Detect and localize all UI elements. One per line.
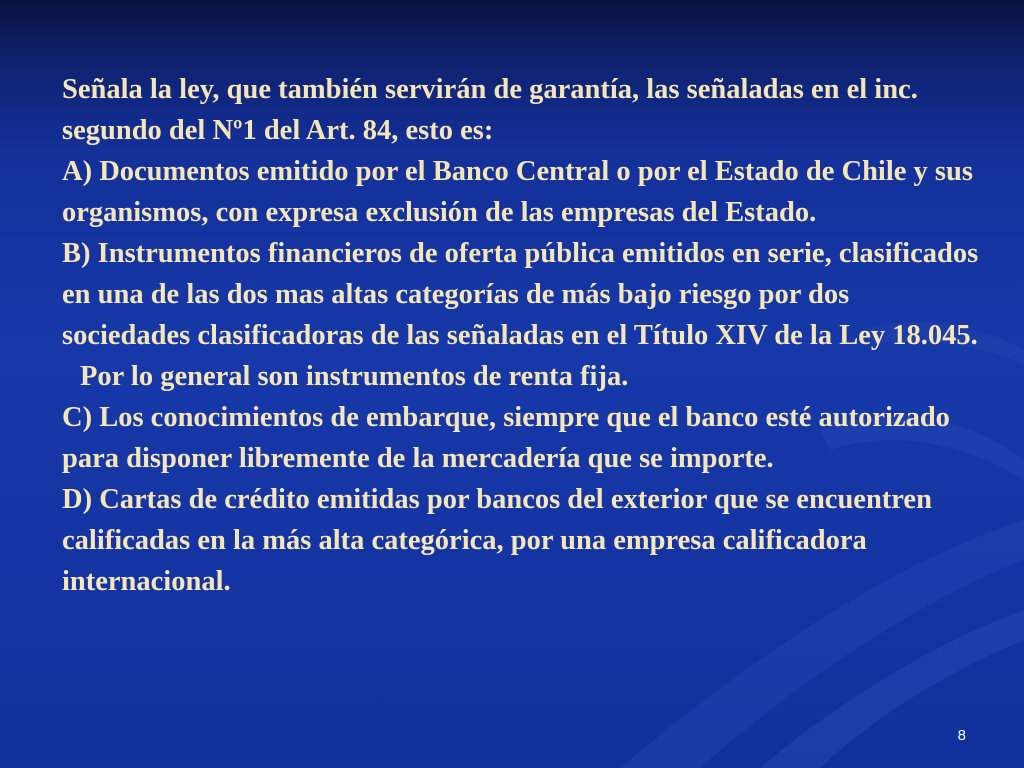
item-a-paragraph: A) Documentos emitido por el Banco Central o por el Estado de Chile y sus organismos, con expresa exclusión de las empresas del Estado. [62, 156, 973, 228]
slide-body [62, 69, 982, 602]
item-b-paragraph: B) Instrumentos financieros de oferta pública emitidos en serie, clasificados en una de las dos mas altas categorías de más bajo riesgo por dos sociedades clasificadoras de las señaladas en el Título XIV de la Ley 18.045. [62, 238, 979, 351]
item-d-paragraph: D) Cartas de crédito emitidas por bancos del exterior que se encuentren calificadas en la más alta categórica, por una empresa calificadora internacional. [62, 484, 932, 597]
item-c-paragraph: C) Los conocimientos de embarque, siempre que el banco esté autorizado para disponer libremente de la mercadería que se importe. [62, 402, 950, 474]
slide-number: 8 [957, 727, 966, 744]
item-b-note: Por lo general son instrumentos de renta fija. [80, 361, 629, 392]
intro-paragraph: Señala la ley, que también servirán de garantía, las señaladas en el inc. segundo del Nº1 del Art. 84, esto es: [62, 74, 918, 146]
